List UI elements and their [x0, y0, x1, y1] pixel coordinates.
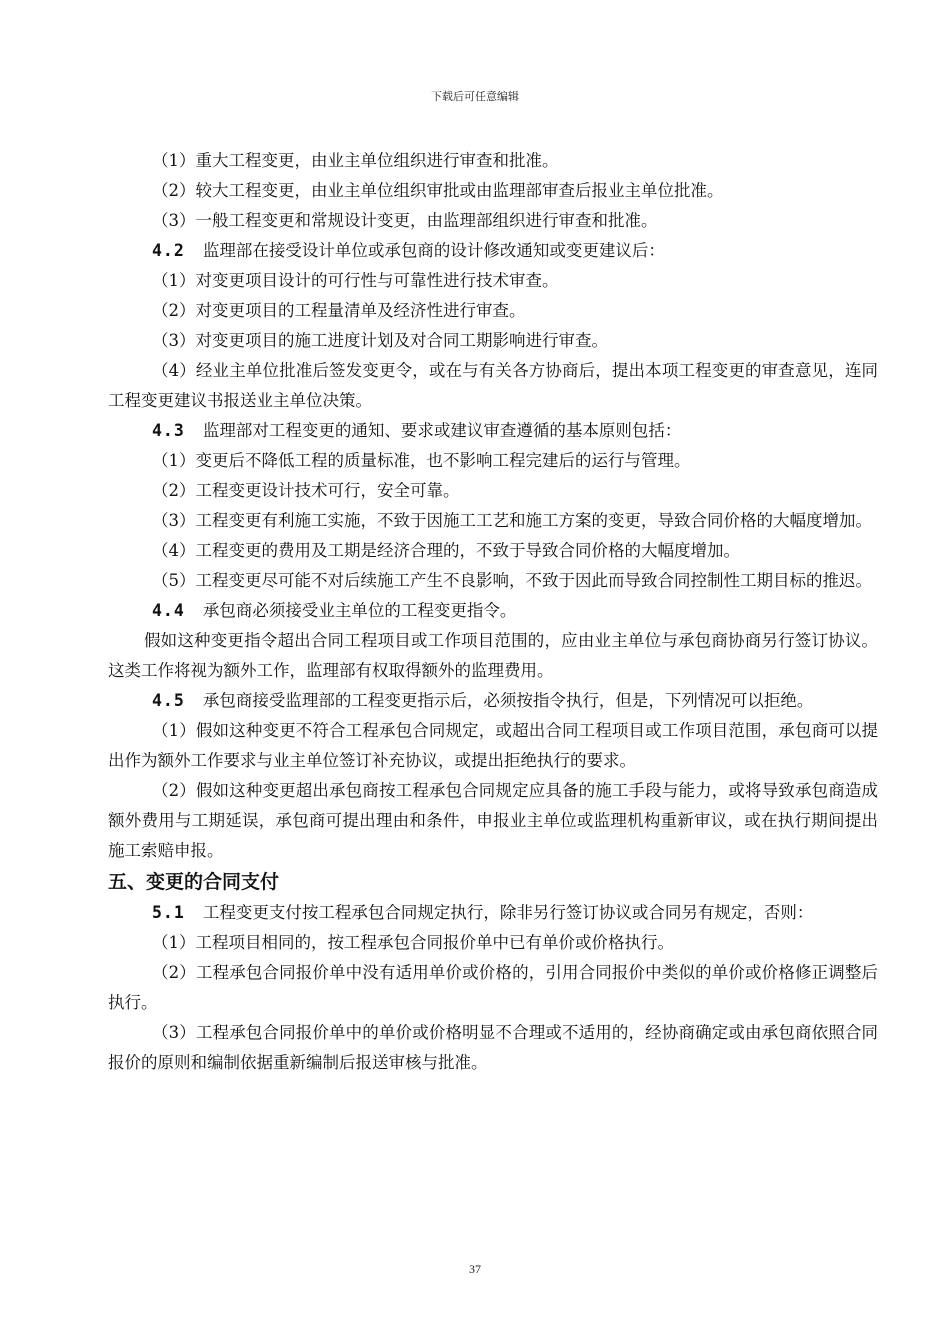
list-item-paragraph: （3）一般工程变更和常规设计变更，由监理部组织进行审查和批准。: [152, 211, 658, 230]
clause-number: 4.2: [152, 241, 185, 260]
page-number: 37: [469, 1262, 481, 1276]
clause-number: 4.4: [152, 601, 185, 620]
clause-number: 5.1: [152, 903, 185, 922]
list-item-paragraph: （3）对变更项目的施工进度计划及对合同工期影响进行审查。: [152, 331, 608, 350]
body-paragraph: 假如这种变更指令超出合同工程项目或工作项目范围的，应由业主单位与承包商协商另行签订协议。这类工作将视为额外工作，监理部有权取得额外的监理费用。: [108, 631, 878, 680]
list-item-paragraph: （4）工程变更的费用及工期是经济合理的，不致于导致合同价格的大幅度增加。: [152, 541, 740, 560]
list-item-paragraph: （1）工程项目相同的，按工程承包合同报价单中已有单价或价格执行。: [152, 933, 674, 952]
list-item-paragraph: （4）经业主单位批准后签发变更令，或在与有关各方协商后，提出本项工程变更的审查意见，连同工程变更建议书报送业主单位决策。: [108, 361, 878, 410]
list-item-paragraph: （1）变更后不降低工程的质量标准，也不影响工程完建后的运行与管理。: [152, 451, 691, 470]
clause-text: 监理部在接受设计单位或承包商的设计修改通知或变更建议后：: [202, 241, 665, 260]
clause-number: 4.5: [152, 691, 185, 710]
list-item-paragraph: （5）工程变更尽可能不对后续施工产生不良影响，不致于因此而导致合同控制性工期目标的推迟。: [152, 571, 872, 590]
clause-paragraph: [108, 596, 878, 626]
list-item-paragraph: （2）对变更项目的工程量清单及经济性进行审查。: [152, 301, 526, 320]
clause-text: 监理部对工程变更的通知、要求或建议审查遵循的基本原则包括：: [202, 421, 682, 440]
list-item-paragraph: （1）假如这种变更不符合工程承包合同规定，或超出合同工程项目或工作项目范围，承包商可以提出作为额外工作要求与业主单位签订补充协议，或提出拒绝执行的要求。: [108, 721, 878, 770]
list-item-paragraph: （2）较大工程变更，由业主单位组织审批或由监理部审查后报业主单位批准。: [152, 181, 724, 200]
clause-text: 承包商必须接受业主单位的工程变更指令。: [202, 601, 517, 620]
list-item-paragraph: （3）工程变更有利施工实施，不致于因施工工艺和施工方案的变更，导致合同价格的大幅度增加。: [152, 511, 872, 530]
list-item-paragraph: （1）重大工程变更，由业主单位组织进行审查和批准。: [152, 151, 559, 170]
clause-text: 工程变更支付按工程承包合同规定执行，除非另行签订协议或合同另有规定，否则：: [202, 903, 814, 922]
list-item-paragraph: （2）工程变更设计技术可行，安全可靠。: [152, 481, 460, 500]
page-header: 下载后可任意编辑: [431, 90, 519, 103]
list-item-paragraph: （2）假如这种变更超出承包商按工程承包合同规定应具备的施工手段与能力，或将导致承包商造成额外费用与工期延误，承包商可提出理由和条件，申报业主单位或监理机构重新审议，或在执行期间提出施工索赔申报。: [108, 781, 878, 860]
clause-paragraph: [108, 898, 878, 928]
clause-paragraph: [108, 236, 878, 266]
list-item-paragraph: （1）对变更项目设计的可行性与可靠性进行技术审查。: [152, 271, 559, 290]
clause-paragraph: [108, 686, 878, 716]
list-item-paragraph: （3）工程承包合同报价单中的单价或价格明显不合理或不适用的，经协商确定或由承包商依照合同报价的原则和编制依据重新编制后报送审核与批准。: [108, 1023, 878, 1072]
clause-paragraph: [108, 416, 878, 446]
document-body: [108, 146, 878, 1078]
list-item-paragraph: （2）工程承包合同报价单中没有适用单价或价格的，引用合同报价中类似的单价或价格修正调整后执行。: [108, 963, 878, 1012]
section-heading: 五、变更的合同支付: [108, 871, 280, 893]
clause-text: 承包商接受监理部的工程变更指示后，必须按指令执行，但是，下列情况可以拒绝。: [202, 691, 814, 710]
clause-number: 4.3: [152, 421, 185, 440]
